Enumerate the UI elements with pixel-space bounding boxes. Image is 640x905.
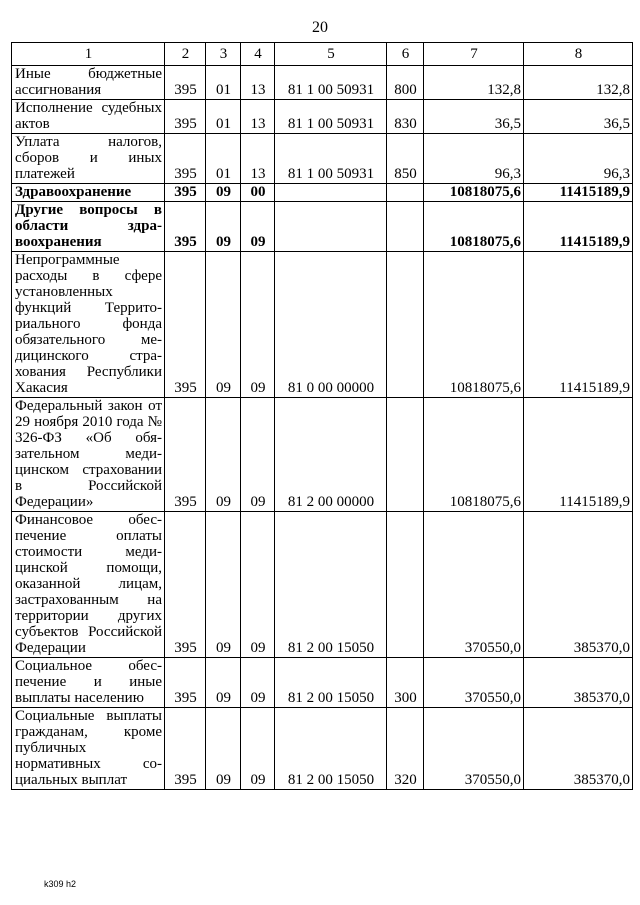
cell-amount-year2: 132,8 (524, 66, 633, 100)
cell-admin-code: 395 (165, 66, 206, 100)
table-row (12, 184, 633, 202)
row-name: Непрограммные расходы в сфере установленных функций Территориального фонда обязательного медицинского страхования Республики Хакасия (12, 252, 165, 398)
column-header: 7 (424, 43, 524, 66)
row-name: Иные бюджетные ассигнования (12, 66, 165, 100)
cell-subsection: 13 (241, 66, 275, 100)
cell-admin-code: 395 (165, 202, 206, 252)
cell-subsection: 13 (241, 134, 275, 184)
cell-subsection: 09 (241, 658, 275, 708)
cell-admin-code: 395 (165, 398, 206, 512)
cell-target-article: 81 2 00 15050 (275, 658, 387, 708)
cell-expense-type: 320 (387, 708, 424, 790)
cell-subsection: 09 (241, 708, 275, 790)
cell-target-article: 81 1 00 50931 (275, 66, 387, 100)
cell-expense-type (387, 202, 424, 252)
footer-code: k309 h2 (44, 879, 77, 889)
table-row (12, 134, 633, 184)
cell-admin-code: 395 (165, 100, 206, 134)
cell-admin-code: 395 (165, 708, 206, 790)
row-name: Федеральный закон от 29 ноября 2010 года № 326-ФЗ «Об обязательном медицинском страховании в Российской Федерации» (12, 398, 165, 512)
cell-amount-year2: 11415189,9 (524, 252, 633, 398)
cell-expense-type: 300 (387, 658, 424, 708)
cell-target-article: 81 1 00 50931 (275, 134, 387, 184)
budget-table (11, 42, 633, 790)
cell-amount-year2: 385370,0 (524, 512, 633, 658)
cell-section: 01 (206, 100, 241, 134)
cell-amount-year1: 10818075,6 (424, 184, 524, 202)
row-name: Социальное обеспечение и иные выплаты населению (12, 658, 165, 708)
cell-amount-year2: 11415189,9 (524, 202, 633, 252)
row-name: Уплата налогов, сборов и иных платежей (12, 134, 165, 184)
table-row (12, 512, 633, 658)
column-header: 2 (165, 43, 206, 66)
cell-target-article (275, 184, 387, 202)
cell-admin-code: 395 (165, 658, 206, 708)
table-row (12, 202, 633, 252)
cell-amount-year2: 385370,0 (524, 658, 633, 708)
cell-section: 09 (206, 398, 241, 512)
cell-expense-type: 830 (387, 100, 424, 134)
table-row (12, 66, 633, 100)
cell-target-article: 81 2 00 00000 (275, 398, 387, 512)
table-row (12, 398, 633, 512)
cell-section: 09 (206, 184, 241, 202)
cell-subsection: 09 (241, 202, 275, 252)
cell-amount-year1: 370550,0 (424, 658, 524, 708)
row-name: Другие вопросы в области здравоохранения (12, 202, 165, 252)
column-header: 4 (241, 43, 275, 66)
column-header: 3 (206, 43, 241, 66)
page-number: 20 (312, 19, 328, 36)
row-name: Здравоохранение (12, 184, 165, 202)
row-name: Социальные выплаты гражданам, кроме публичных нормативных социальных выплат (12, 708, 165, 790)
row-name: Финансовое обеспечение оплаты стоимости медицинской помощи, оказанной лицам, застрахованным на территории других субъектов Российской Федерации (12, 512, 165, 658)
cell-expense-type: 800 (387, 66, 424, 100)
table-row (12, 708, 633, 790)
cell-section: 09 (206, 202, 241, 252)
table-row (12, 100, 633, 134)
header-row (12, 43, 633, 66)
cell-amount-year1: 370550,0 (424, 512, 524, 658)
column-header: 5 (275, 43, 387, 66)
cell-section: 09 (206, 708, 241, 790)
cell-amount-year1: 10818075,6 (424, 252, 524, 398)
cell-expense-type (387, 512, 424, 658)
cell-expense-type (387, 398, 424, 512)
cell-amount-year1: 10818075,6 (424, 202, 524, 252)
cell-amount-year1: 10818075,6 (424, 398, 524, 512)
cell-amount-year1: 96,3 (424, 134, 524, 184)
cell-target-article: 81 2 00 15050 (275, 708, 387, 790)
cell-subsection: 09 (241, 398, 275, 512)
cell-amount-year2: 36,5 (524, 100, 633, 134)
cell-section: 01 (206, 134, 241, 184)
cell-subsection: 09 (241, 252, 275, 398)
cell-amount-year2: 11415189,9 (524, 184, 633, 202)
cell-admin-code: 395 (165, 134, 206, 184)
cell-expense-type (387, 184, 424, 202)
cell-subsection: 13 (241, 100, 275, 134)
cell-target-article: 81 1 00 50931 (275, 100, 387, 134)
cell-section: 01 (206, 66, 241, 100)
cell-subsection: 09 (241, 512, 275, 658)
cell-amount-year2: 96,3 (524, 134, 633, 184)
column-header: 1 (12, 43, 165, 66)
cell-admin-code: 395 (165, 184, 206, 202)
cell-expense-type (387, 252, 424, 398)
row-name: Исполнение судебных актов (12, 100, 165, 134)
cell-amount-year2: 385370,0 (524, 708, 633, 790)
cell-amount-year1: 36,5 (424, 100, 524, 134)
cell-target-article: 81 2 00 15050 (275, 512, 387, 658)
table-row (12, 658, 633, 708)
cell-subsection: 00 (241, 184, 275, 202)
cell-expense-type: 850 (387, 134, 424, 184)
cell-target-article: 81 0 00 00000 (275, 252, 387, 398)
table-row (12, 252, 633, 398)
cell-target-article (275, 202, 387, 252)
column-header: 8 (524, 43, 633, 66)
cell-amount-year2: 11415189,9 (524, 398, 633, 512)
cell-amount-year1: 370550,0 (424, 708, 524, 790)
cell-admin-code: 395 (165, 252, 206, 398)
cell-section: 09 (206, 512, 241, 658)
cell-section: 09 (206, 252, 241, 398)
cell-section: 09 (206, 658, 241, 708)
cell-amount-year1: 132,8 (424, 66, 524, 100)
cell-admin-code: 395 (165, 512, 206, 658)
column-header: 6 (387, 43, 424, 66)
